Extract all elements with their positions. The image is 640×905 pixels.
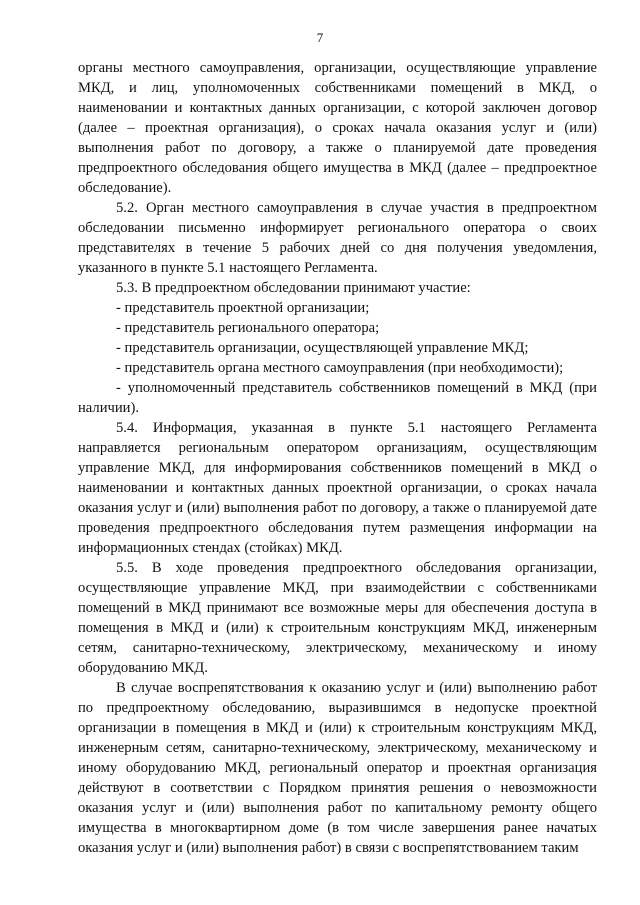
paragraph-5-5: 5.5. В ходе проведения предпроектного обследования организации, осуществляющие управление МКД, при взаимодействии с собственниками помещений в МКД принимают все возможные меры для обеспечения доступа в помещения в МКД и (или) к строительным конструкциям МКД, инженерным сетям, санитарно-техническому, электрическому, механическому и иному оборудованию МКД. <box>78 560 597 676</box>
list-item-project-organization: - представитель проектной организации; <box>116 300 370 316</box>
list-item-management-organization: - представитель организации, осуществляющей управление МКД; <box>116 340 529 356</box>
document-body <box>78 58 597 858</box>
list-item-owners-representative: - уполномоченный представитель собственников помещений в МКД (при наличии). <box>78 380 597 416</box>
paragraph-5-4: 5.4. Информация, указанная в пункте 5.1 настоящего Регламента направляется региональным оператором организациям, осуществляющим управление МКД, для информирования собственников помещений в МКД о наименовании и контактных данных проектной организации, о сроках начала оказания услуг и (или) выполнения работ по договору, а также о планируемой дате проведения предпроектного обследования путем размещения информации на информационных стендах (стойках) МКД. <box>78 420 597 556</box>
paragraph-5-3: 5.3. В предпроектном обследовании принимают участие: <box>116 280 471 296</box>
list-item-regional-operator: - представитель регионального оператора; <box>116 320 380 336</box>
paragraph-intro-continuation: органы местного самоуправления, организации, осуществляющие управление МКД, и лиц, уполномоченных собственниками помещений в МКД, о наименовании и контактных данных организации, с которой заключен договор (далее – проектная организация), о сроках начала оказания услуг и (или) выполнения работ по договору, а также о планируемой дате проведения предпроектного обследования общего имущества в МКД (далее – предпроектное обследование). <box>78 60 597 196</box>
list-item-local-government: - представитель органа местного самоуправления (при необходимости); <box>116 360 564 376</box>
paragraph-5-2: 5.2. Орган местного самоуправления в случае участия в предпроектном обследовании письменно информирует регионального оператора о своих представителях в течение 5 рабочих дней со дня получения уведомления, указанного в пункте 5.1 настоящего Регламента. <box>78 200 597 276</box>
paragraph-obstruction: В случае воспрепятствования к оказанию услуг и (или) выполнению работ по предпроектному обследованию, выразившимся в недопуске проектной организации в помещения в МКД и (или) к строительным конструкциям МКД, инженерным сетям, санитарно-техническому, электрическому, механическому и иному оборудованию МКД, региональный оператор и проектная организация действуют в соответствии с Порядком принятия решения о невозможности оказания услуг и (или) выполнения работ по капитальному ремонту общего имущества в многоквартирном доме (в том числе завершения ранее начатых оказания услуг и (или) выполнения работ) в связи с воспрепятствованием таким <box>78 680 597 856</box>
page-number: 7 <box>316 30 324 45</box>
